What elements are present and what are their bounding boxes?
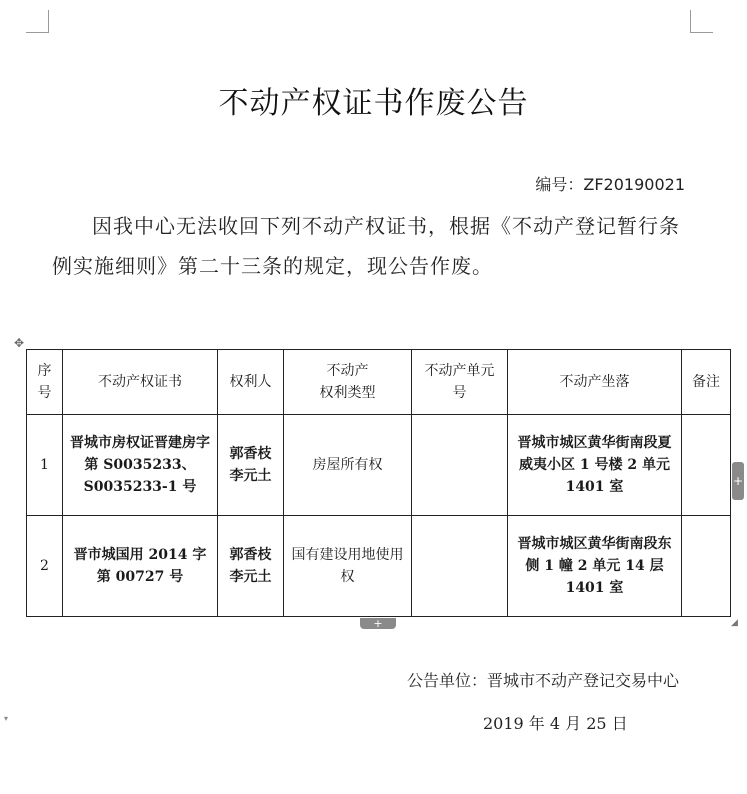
cell-location[interactable]: 晋城市城区黄华街南段东侧 1 幢 2 单元 14 层 1401 室 bbox=[508, 516, 682, 617]
caret-down-icon: ▾ bbox=[4, 714, 9, 723]
cell-seq[interactable]: 2 bbox=[27, 516, 63, 617]
page-corner-mark-top-right bbox=[690, 10, 713, 33]
table-resize-handle-icon[interactable]: ◢ bbox=[731, 618, 738, 628]
cell-right-type[interactable]: 国有建设用地使用权 bbox=[284, 516, 412, 617]
document-number: 编号：ZF20190021 bbox=[535, 175, 685, 194]
cell-owner[interactable]: 郭香枝 李元土 bbox=[218, 516, 284, 617]
header-location[interactable]: 不动产坐落 bbox=[508, 350, 682, 415]
header-unit-number[interactable]: 不动产单元 号 bbox=[412, 350, 508, 415]
page-corner-mark-top-left bbox=[26, 10, 49, 33]
cell-remark[interactable] bbox=[682, 415, 731, 516]
cell-certificate[interactable]: 晋市城国用 2014 字第 00727 号 bbox=[63, 516, 218, 617]
table-header-row bbox=[27, 350, 731, 415]
header-owner[interactable]: 权利人 bbox=[218, 350, 284, 415]
header-right-type[interactable]: 不动产 权利类型 bbox=[284, 350, 412, 415]
cell-seq[interactable]: 1 bbox=[27, 415, 63, 516]
document-title: 不动产权证书作废公告 bbox=[218, 86, 529, 121]
table-row bbox=[27, 516, 731, 617]
cell-location[interactable]: 晋城市城区黄华街南段夏威夷小区 1 号楼 2 单元 1401 室 bbox=[508, 415, 682, 516]
cell-right-type[interactable]: 房屋所有权 bbox=[284, 415, 412, 516]
table-move-handle-icon[interactable]: ✥ bbox=[13, 336, 25, 350]
header-certificate[interactable]: 不动产权证书 bbox=[63, 350, 218, 415]
void-certificate-table bbox=[26, 349, 731, 617]
header-seq[interactable]: 序 号 bbox=[27, 350, 63, 415]
header-remark[interactable]: 备注 bbox=[682, 350, 731, 415]
cell-owner[interactable]: 郭香枝 李元土 bbox=[218, 415, 284, 516]
table-row bbox=[27, 415, 731, 516]
issuer-signature: 公告单位：晋城市不动产登记交易中心 bbox=[406, 671, 679, 690]
cell-certificate[interactable]: 晋城市房权证晋建房字第 S0035233、S0035233-1 号 bbox=[63, 415, 218, 516]
issue-date: 2019 年 4 月 25 日 bbox=[483, 714, 628, 733]
add-column-button[interactable]: + bbox=[732, 462, 744, 500]
cell-unit-number[interactable] bbox=[412, 516, 508, 617]
add-row-button[interactable]: + bbox=[360, 618, 396, 629]
cell-unit-number[interactable] bbox=[412, 415, 508, 516]
cell-remark[interactable] bbox=[682, 516, 731, 617]
notice-paragraph: 因我中心无法收回下列不动产权证书，根据《不动产登记暂行条例实施细则》第二十三条的规定，现公告作废。 bbox=[52, 214, 680, 278]
